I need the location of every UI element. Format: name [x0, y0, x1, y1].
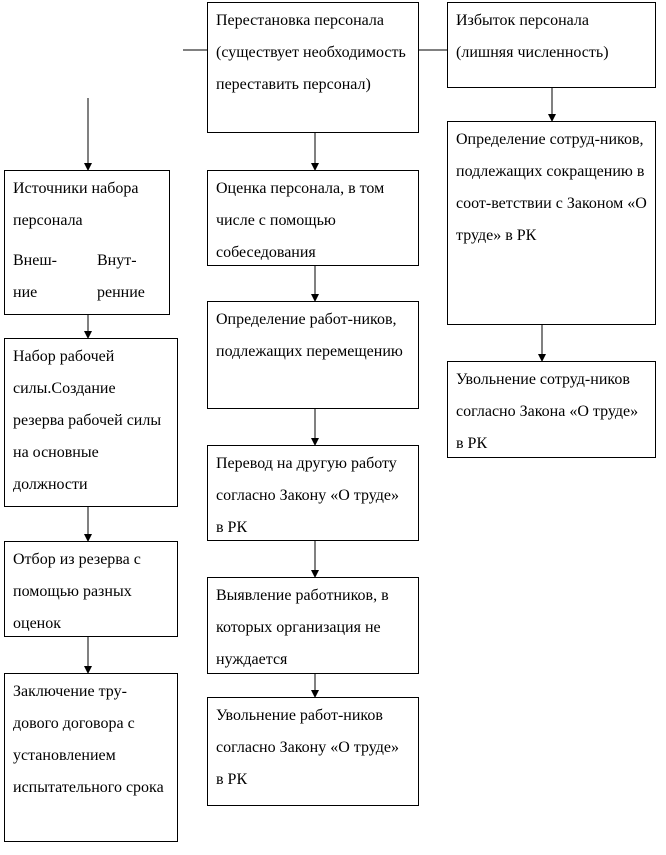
box-select: Отбор из резерва с помощью разных оценок	[4, 541, 178, 637]
box-identify-unneeded: Выявление работников, в которых организация не нуждается	[207, 577, 419, 674]
box-dismiss-right: Увольнение сотруд-ников согласно Закона «О труде» в РК	[447, 361, 656, 458]
sources-external: Внеш-ние	[13, 252, 57, 301]
box-contract: Заключение тру-дового договора с установлением испытательного срока	[4, 673, 178, 842]
box-identify-move: Определение работ-ников, подлежащих перемещению	[207, 301, 419, 409]
box-identify-reduce: Определение сотруд-ников, подлежащих сокращению в соот-ветствии с Законом «О труде» в РК	[447, 121, 656, 325]
box-surplus: Избыток персонала (лишняя численность)	[447, 2, 656, 88]
box-transfer: Перевод на другую работу согласно Закону «О труде» в РК	[207, 445, 419, 541]
box-assess: Оценка персонала, в том числе с помощью собеседования	[207, 170, 419, 266]
box-sources	[4, 170, 170, 315]
sources-internal: Внут-ренние	[97, 252, 145, 301]
box-dismiss-mid: Увольнение работ-ников согласно Закону «О труде» в РК	[207, 697, 419, 806]
box-recruit: Набор рабочей силы.Создание резерва рабочей силы на основные должности	[4, 338, 178, 507]
sources-title: Источники набора персонала	[13, 180, 139, 229]
box-rearrange: Перестановка персонала (существует необходимость переставить персонал)	[207, 2, 419, 133]
